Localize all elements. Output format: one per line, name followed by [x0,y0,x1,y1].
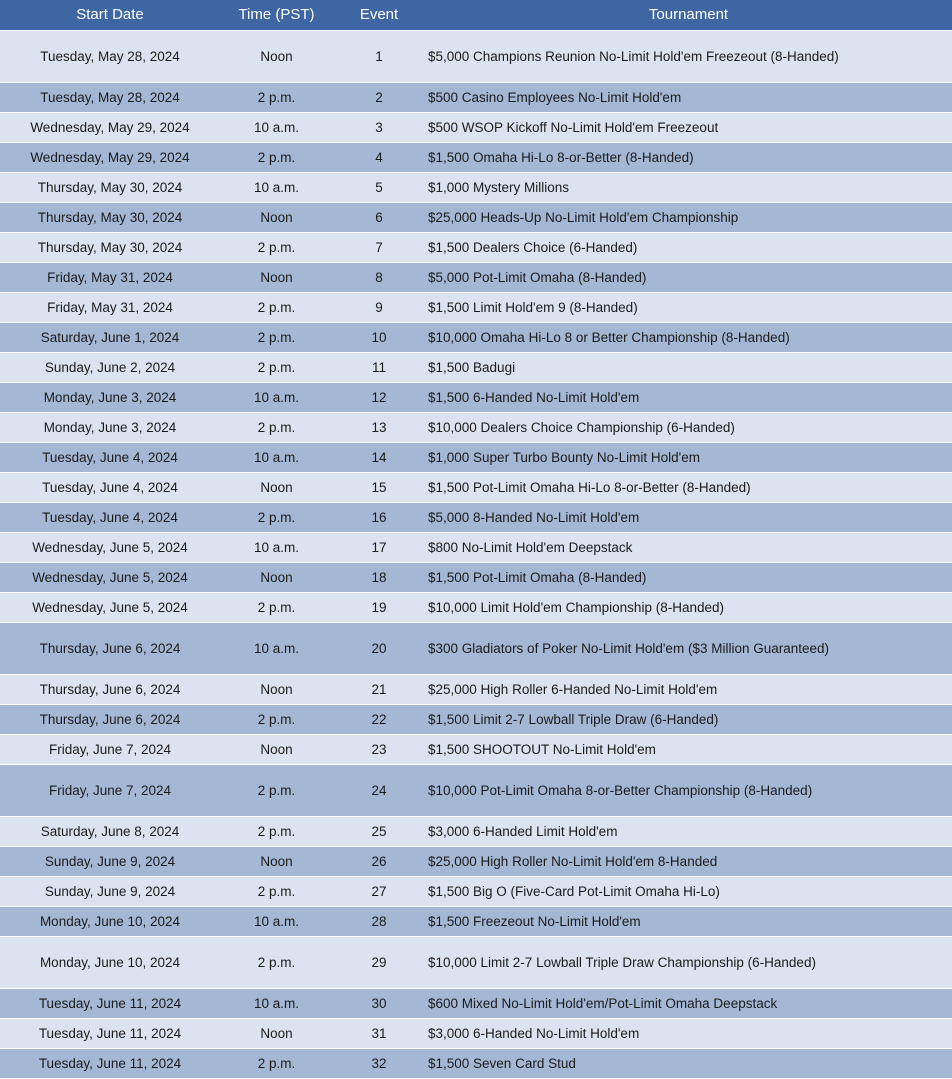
cell-event: 19 [333,592,425,622]
cell-event: 30 [333,988,425,1018]
cell-time: 2 p.m. [220,322,333,352]
cell-start-date: Saturday, June 8, 2024 [0,816,220,846]
cell-time: 2 p.m. [220,1048,333,1078]
cell-tournament: $25,000 Heads-Up No-Limit Hold'em Championship [425,202,952,232]
cell-event: 27 [333,876,425,906]
table-row [0,1048,952,1078]
cell-time: Noon [220,846,333,876]
cell-tournament: $1,500 Seven Card Stud [425,1048,952,1078]
cell-tournament: $1,000 Super Turbo Bounty No-Limit Hold'em [425,442,952,472]
cell-time: 10 a.m. [220,112,333,142]
cell-start-date: Monday, June 10, 2024 [0,936,220,988]
cell-event: 13 [333,412,425,442]
table-row [0,734,952,764]
header-start-date: Start Date [0,0,220,30]
cell-time: Noon [220,734,333,764]
table-row [0,142,952,172]
table-row [0,232,952,262]
cell-event: 11 [333,352,425,382]
cell-start-date: Thursday, May 30, 2024 [0,172,220,202]
table-row [0,764,952,816]
table-row [0,622,952,674]
table-row [0,936,952,988]
cell-time: 10 a.m. [220,988,333,1018]
cell-time: 2 p.m. [220,816,333,846]
cell-time: 2 p.m. [220,502,333,532]
cell-event: 23 [333,734,425,764]
cell-time: 2 p.m. [220,764,333,816]
table-row [0,846,952,876]
cell-event: 25 [333,816,425,846]
cell-event: 15 [333,472,425,502]
cell-start-date: Tuesday, June 4, 2024 [0,472,220,502]
cell-event: 28 [333,906,425,936]
cell-start-date: Tuesday, May 28, 2024 [0,30,220,82]
table-row [0,876,952,906]
table-row [0,82,952,112]
cell-time: 2 p.m. [220,704,333,734]
cell-event: 18 [333,562,425,592]
cell-tournament: $25,000 High Roller No-Limit Hold'em 8-Handed [425,846,952,876]
cell-start-date: Wednesday, June 5, 2024 [0,532,220,562]
table-row [0,532,952,562]
cell-tournament: $10,000 Limit Hold'em Championship (8-Handed) [425,592,952,622]
cell-time: Noon [220,202,333,232]
cell-tournament: $800 No-Limit Hold'em Deepstack [425,532,952,562]
cell-tournament: $300 Gladiators of Poker No-Limit Hold'em ($3 Million Guaranteed) [425,622,952,674]
cell-start-date: Sunday, June 9, 2024 [0,876,220,906]
cell-time: 10 a.m. [220,532,333,562]
cell-start-date: Monday, June 10, 2024 [0,906,220,936]
cell-start-date: Thursday, May 30, 2024 [0,232,220,262]
header-time: Time (PST) [220,0,333,30]
cell-tournament: $1,500 6-Handed No-Limit Hold'em [425,382,952,412]
cell-start-date: Friday, June 7, 2024 [0,734,220,764]
cell-time: 2 p.m. [220,142,333,172]
cell-start-date: Tuesday, May 28, 2024 [0,82,220,112]
table-header [0,0,952,30]
cell-start-date: Tuesday, June 4, 2024 [0,502,220,532]
cell-time: Noon [220,1018,333,1048]
cell-start-date: Friday, May 31, 2024 [0,292,220,322]
cell-tournament: $1,500 Freezeout No-Limit Hold'em [425,906,952,936]
table-row [0,262,952,292]
cell-time: Noon [220,30,333,82]
cell-start-date: Thursday, June 6, 2024 [0,674,220,704]
cell-event: 22 [333,704,425,734]
cell-event: 4 [333,142,425,172]
table-row [0,112,952,142]
cell-start-date: Wednesday, May 29, 2024 [0,112,220,142]
cell-tournament: $1,500 SHOOTOUT No-Limit Hold'em [425,734,952,764]
table-row [0,442,952,472]
cell-tournament: $1,500 Limit 2-7 Lowball Triple Draw (6-Handed) [425,704,952,734]
header-row [0,0,952,30]
cell-event: 32 [333,1048,425,1078]
table-row [0,704,952,734]
cell-event: 8 [333,262,425,292]
table-body [0,30,952,1078]
cell-tournament: $1,500 Badugi [425,352,952,382]
cell-time: 10 a.m. [220,382,333,412]
table-row [0,562,952,592]
cell-time: Noon [220,562,333,592]
cell-start-date: Tuesday, June 4, 2024 [0,442,220,472]
cell-event: 5 [333,172,425,202]
table-row [0,202,952,232]
table-row [0,172,952,202]
cell-tournament: $1,500 Pot-Limit Omaha Hi-Lo 8-or-Better (8-Handed) [425,472,952,502]
cell-start-date: Wednesday, June 5, 2024 [0,592,220,622]
cell-event: 6 [333,202,425,232]
table-row [0,472,952,502]
table-row [0,1018,952,1048]
cell-tournament: $3,000 6-Handed No-Limit Hold'em [425,1018,952,1048]
cell-event: 17 [333,532,425,562]
cell-start-date: Friday, June 7, 2024 [0,764,220,816]
cell-tournament: $10,000 Dealers Choice Championship (6-Handed) [425,412,952,442]
cell-time: 2 p.m. [220,292,333,322]
cell-time: 10 a.m. [220,622,333,674]
cell-start-date: Monday, June 3, 2024 [0,412,220,442]
cell-time: 10 a.m. [220,442,333,472]
cell-time: 2 p.m. [220,592,333,622]
cell-start-date: Sunday, June 9, 2024 [0,846,220,876]
table-row [0,352,952,382]
cell-start-date: Thursday, June 6, 2024 [0,622,220,674]
table-row [0,292,952,322]
table-row [0,502,952,532]
cell-time: 10 a.m. [220,906,333,936]
cell-time: Noon [220,262,333,292]
cell-tournament: $1,500 Omaha Hi-Lo 8-or-Better (8-Handed) [425,142,952,172]
cell-start-date: Monday, June 3, 2024 [0,382,220,412]
cell-tournament: $10,000 Omaha Hi-Lo 8 or Better Championship (8-Handed) [425,322,952,352]
cell-event: 3 [333,112,425,142]
cell-tournament: $1,500 Dealers Choice (6-Handed) [425,232,952,262]
cell-time: Noon [220,674,333,704]
cell-start-date: Thursday, June 6, 2024 [0,704,220,734]
cell-start-date: Saturday, June 1, 2024 [0,322,220,352]
table-row [0,988,952,1018]
cell-time: 2 p.m. [220,412,333,442]
cell-tournament: $3,000 6-Handed Limit Hold'em [425,816,952,846]
cell-tournament: $10,000 Pot-Limit Omaha 8-or-Better Championship (8-Handed) [425,764,952,816]
cell-event: 10 [333,322,425,352]
cell-start-date: Wednesday, May 29, 2024 [0,142,220,172]
cell-start-date: Wednesday, June 5, 2024 [0,562,220,592]
cell-tournament: $1,500 Pot-Limit Omaha (8-Handed) [425,562,952,592]
cell-time: 2 p.m. [220,876,333,906]
cell-tournament: $1,500 Limit Hold'em 9 (8-Handed) [425,292,952,322]
cell-event: 26 [333,846,425,876]
table-row [0,592,952,622]
cell-start-date: Tuesday, June 11, 2024 [0,988,220,1018]
table-row [0,674,952,704]
cell-event: 9 [333,292,425,322]
table-row [0,382,952,412]
table-row [0,412,952,442]
table-row [0,30,952,82]
cell-event: 1 [333,30,425,82]
cell-time: 10 a.m. [220,172,333,202]
table-row [0,906,952,936]
cell-tournament: $500 Casino Employees No-Limit Hold'em [425,82,952,112]
cell-start-date: Tuesday, June 11, 2024 [0,1048,220,1078]
cell-time: Noon [220,472,333,502]
cell-event: 2 [333,82,425,112]
cell-event: 14 [333,442,425,472]
cell-time: 2 p.m. [220,232,333,262]
cell-tournament: $1,500 Big O (Five-Card Pot-Limit Omaha Hi-Lo) [425,876,952,906]
cell-event: 24 [333,764,425,816]
cell-event: 31 [333,1018,425,1048]
cell-start-date: Tuesday, June 11, 2024 [0,1018,220,1048]
cell-start-date: Friday, May 31, 2024 [0,262,220,292]
cell-event: 7 [333,232,425,262]
cell-time: 2 p.m. [220,352,333,382]
cell-event: 16 [333,502,425,532]
cell-tournament: $5,000 8-Handed No-Limit Hold'em [425,502,952,532]
cell-tournament: $5,000 Pot-Limit Omaha (8-Handed) [425,262,952,292]
cell-time: 2 p.m. [220,936,333,988]
cell-tournament: $10,000 Limit 2-7 Lowball Triple Draw Championship (6-Handed) [425,936,952,988]
cell-tournament: $1,000 Mystery Millions [425,172,952,202]
cell-tournament: $25,000 High Roller 6-Handed No-Limit Hold'em [425,674,952,704]
cell-event: 20 [333,622,425,674]
header-event: Event [333,0,425,30]
cell-tournament: $600 Mixed No-Limit Hold'em/Pot-Limit Omaha Deepstack [425,988,952,1018]
header-tournament: Tournament [425,0,952,30]
cell-time: 2 p.m. [220,82,333,112]
cell-tournament: $5,000 Champions Reunion No-Limit Hold'em Freezeout (8-Handed) [425,30,952,82]
cell-event: 21 [333,674,425,704]
cell-event: 12 [333,382,425,412]
cell-start-date: Sunday, June 2, 2024 [0,352,220,382]
cell-event: 29 [333,936,425,988]
table-row [0,322,952,352]
cell-start-date: Thursday, May 30, 2024 [0,202,220,232]
table-row [0,816,952,846]
cell-tournament: $500 WSOP Kickoff No-Limit Hold'em Freezeout [425,112,952,142]
